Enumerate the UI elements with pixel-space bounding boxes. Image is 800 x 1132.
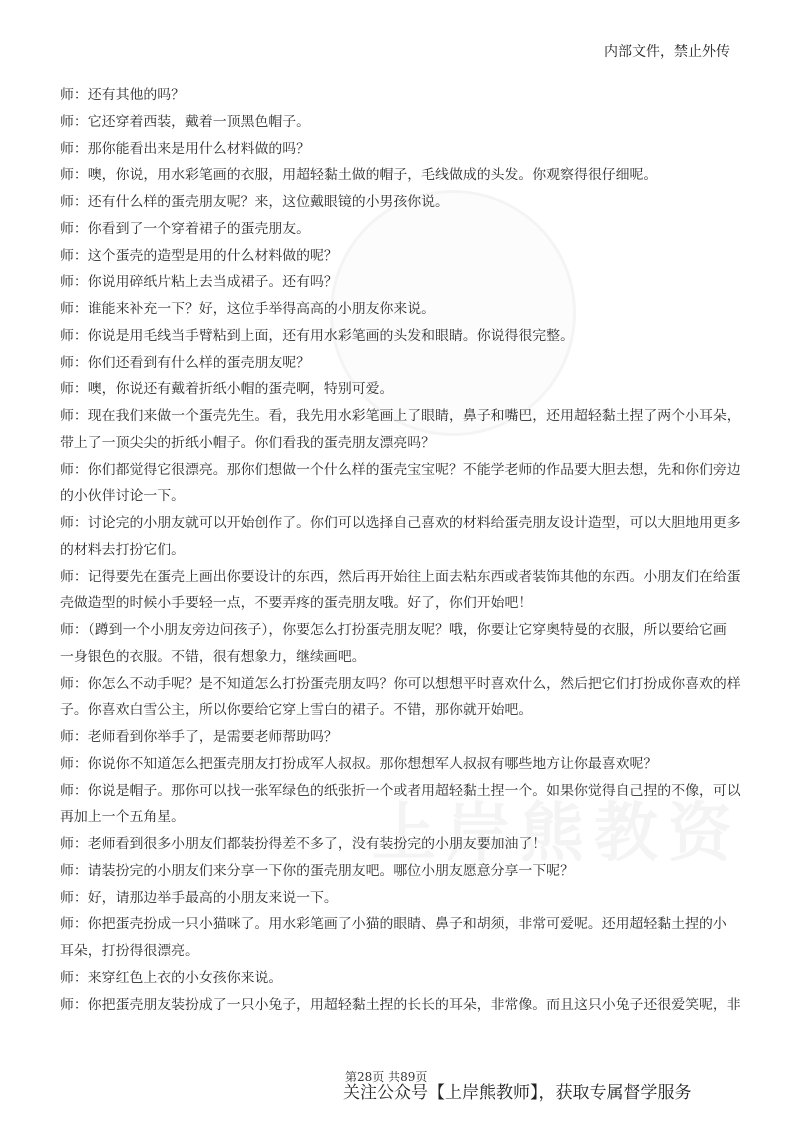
dialogue-line: 带上了一顶尖尖的折纸小帽子。你们看我的蛋壳朋友漂亮吗？ [60, 434, 436, 451]
dialogue-line: 师：这个蛋壳的造型是用的什么材料做的呢？ [60, 247, 338, 264]
dialogue-paragraph [60, 617, 760, 671]
dialogue-line: 师：来穿红色上衣的小女孩你来说。 [60, 969, 283, 986]
dialogue-paragraph [60, 350, 760, 377]
dialogue-paragraph [60, 858, 760, 885]
page-number: 第28页 共89页 [345, 1070, 428, 1084]
dialogue-line: 师：它还穿着西装，戴着一顶黑色帽子。 [60, 113, 311, 130]
dialogue-paragraph [60, 323, 760, 350]
dialogue-paragraph [60, 564, 760, 618]
dialogue-paragraph [60, 82, 760, 109]
dialogue-line: 师：老师看到很多小朋友们都装扮得差不多了，没有装扮完的小朋友要加油了！ [60, 836, 547, 852]
dialogue-line: 师：你看到了一个穿着裙子的蛋壳朋友。 [60, 220, 311, 237]
footer-promo: 关注公众号【上岸熊教师】，获取专属督学服务 [343, 1083, 692, 1103]
dialogue-paragraph [60, 885, 760, 912]
dialogue-line: 师：现在我们来做一个蛋壳先生。看，我先用水彩笔画上了眼睛，鼻子和嘴巴，还用超轻黏土捏了两个小耳朵， [60, 408, 741, 424]
dialogue-paragraph [60, 965, 760, 992]
dialogue-line: 师：你说用碎纸片粘上去当成裙子。还有吗？ [60, 274, 338, 291]
dialogue-paragraph [60, 831, 760, 858]
dialogue-paragraph [60, 457, 760, 511]
dialogue-line: 师：你说是帽子。那你可以找一张军绿色的纸张折一个或者用超轻黏土捏一个。如果你觉得自己捏的不像，可以 [60, 782, 741, 799]
dialogue-line: 师：讨论完的小朋友就可以开始创作了。你们可以选择自己喜欢的材料给蛋壳朋友设计造型，可以大胆地用更多 [60, 515, 741, 531]
dialogue-paragraph [60, 269, 760, 296]
dialogue-line: 师：你怎么不动手呢？是不知道怎么打扮蛋壳朋友吗？你可以想想平时喜欢什么，然后把它们打扮成你喜欢的样 [60, 675, 741, 692]
dialogue-paragraph [60, 189, 760, 216]
dialogue-paragraph [60, 296, 760, 323]
dialogue-paragraph [60, 376, 760, 403]
dialogue-line: 师：还有其他的吗？ [60, 87, 186, 103]
dialogue-paragraph [60, 510, 760, 564]
dialogue-line: 师：还有什么样的蛋壳朋友呢？来，这位戴眼镜的小男孩你说。 [60, 194, 449, 210]
dialogue-line: 的材料去打扮它们。 [60, 541, 186, 558]
confidential-notice: 内部文件，禁止外传 [604, 44, 730, 60]
dialogue-line: 师：好，请那边举手最高的小朋友来说一下。 [60, 889, 338, 906]
dialogue-paragraph [60, 778, 760, 832]
dialogue-line: 师：你说是用毛线当手臂粘到上面，还有用水彩笔画的头发和眼睛。你说得很完整。 [60, 327, 574, 344]
dialogue-line: 师：你说你不知道怎么把蛋壳朋友打扮成军人叔叔。那你想想军人叔叔有哪些地方让你最喜欢呢？ [60, 755, 658, 772]
dialogue-line: 一身银色的衣服。不错，很有想象力，继续画吧。 [60, 648, 366, 665]
dialogue-paragraph [60, 243, 760, 270]
dialogue-paragraph [60, 216, 760, 243]
dialogue-paragraph [60, 751, 760, 778]
dialogue-line: 师：你把蛋壳扮成一只小猫咪了。用水彩笔画了小猫的眼睛、鼻子和胡须，非常可爱呢。还用超轻黏土捏的小 [60, 916, 727, 933]
dialogue-line: 师：那你能看出来是用什么材料做的吗？ [60, 140, 311, 157]
dialogue-paragraph [60, 136, 760, 163]
dialogue-line: 师：谁能来补充一下？好，这位手举得高高的小朋友你来说。 [60, 301, 436, 317]
dialogue-line: 师：请装扮完的小朋友们来分享一下你的蛋壳朋友吧。哪位小朋友愿意分享一下呢？ [60, 862, 574, 879]
transcript-body [60, 82, 760, 1018]
dialogue-line: 的小伙伴讨论一下。 [60, 488, 186, 505]
dialogue-line: 师：老师看到你举手了，是需要老师帮助吗？ [60, 729, 338, 745]
dialogue-line: 壳做造型的时候小手要轻一点，不要弄疼的蛋壳朋友哦。好了，你们开始吧！ [60, 595, 533, 612]
dialogue-line: 师：你们都觉得它很漂亮。那你们想做一个什么样的蛋壳宝宝呢？不能学老师的作品要大胆去想，先和你们旁边 [60, 461, 741, 478]
dialogue-paragraph [60, 911, 760, 965]
dialogue-paragraph [60, 671, 760, 725]
dialogue-line: 师：你们还看到有什么样的蛋壳朋友呢？ [60, 354, 311, 371]
dialogue-line: 师：记得要先在蛋壳上画出你要设计的东西，然后再开始往上面去粘东西或者装饰其他的东西。小朋友们在给蛋 [60, 568, 741, 585]
dialogue-line: 师：你把蛋壳朋友装扮成了一只小兔子，用超轻黏土捏的长长的耳朵，非常像。而且这只小兔子还很爱笑呢，非 [60, 996, 741, 1013]
dialogue-paragraph [60, 162, 760, 189]
dialogue-line: 师：噢，你说还有戴着折纸小帽的蛋壳啊，特别可爱。 [60, 381, 394, 398]
dialogue-line: 再加上一个五角星。 [60, 809, 186, 826]
dialogue-line: 耳朵，打扮得很漂亮。 [60, 943, 199, 959]
dialogue-line: 师：（蹲到一个小朋友旁边问孩子），你要怎么打扮蛋壳朋友呢？哦，你要让它穿奥特曼的衣服，所以要给它画 [60, 622, 727, 638]
dialogue-paragraph [60, 109, 760, 136]
dialogue-line: 子。你喜欢白雪公主，所以你要给它穿上雪白的裙子。不错，那你就开始吧。 [60, 702, 533, 719]
dialogue-paragraph [60, 724, 760, 751]
dialogue-paragraph [60, 992, 760, 1019]
dialogue-line: 师：噢，你说，用水彩笔画的衣服，用超轻黏土做的帽子，毛线做成的头发。你观察得很仔细呢。 [60, 167, 658, 184]
dialogue-paragraph [60, 403, 760, 457]
